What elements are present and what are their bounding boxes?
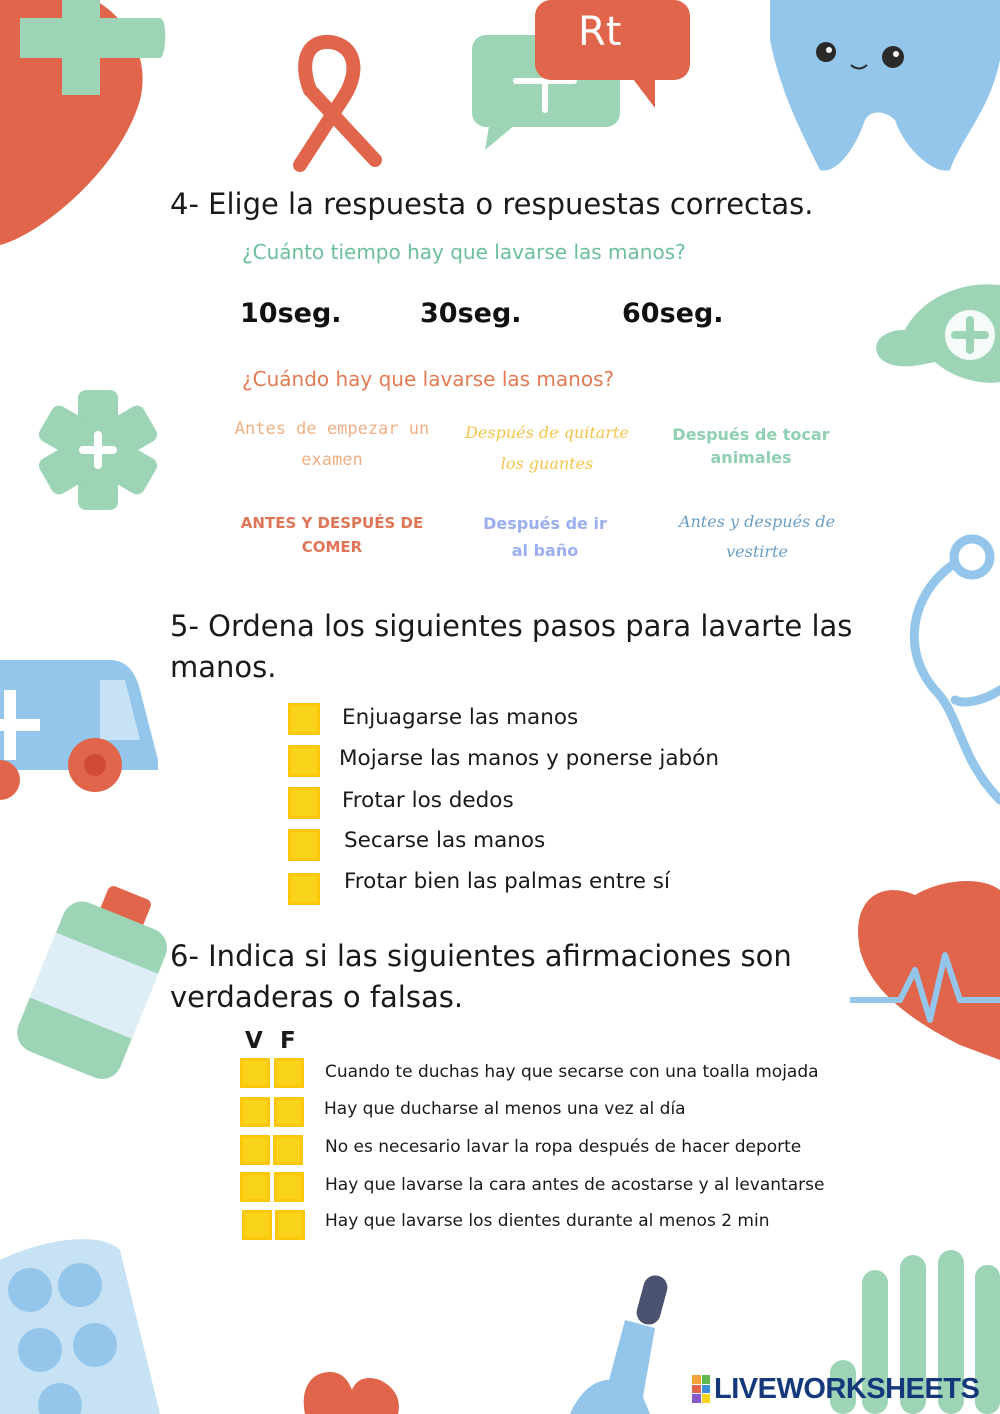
when-option-line: al baño [511,541,579,560]
true-box[interactable] [240,1097,270,1127]
ambulance-icon [0,660,158,800]
step-label: Frotar los dedos [342,788,514,813]
liveworksheets-logo [692,1370,979,1408]
when-option-line: animales [710,448,792,467]
medical-star-icon [36,390,160,510]
medicine-bottle-icon [11,872,182,1085]
q4-when-question: ¿Cuándo hay que lavarse las manos? [242,367,615,391]
when-option-line: Antes y después de [678,512,836,531]
when-option-eat[interactable] [232,511,432,559]
statement-label: Hay que lavarse los dientes durante al menos 2 min [325,1211,770,1231]
false-box[interactable] [274,1172,304,1202]
q6-title [170,936,792,1018]
false-box[interactable] [274,1097,304,1127]
statement-label: Hay que ducharse al menos una vez al día [324,1099,686,1119]
time-option-10[interactable]: 10seg. [240,298,342,329]
logo-text: LIVEWORKSHEETS [714,1372,980,1405]
logo-mark-icon [692,1375,710,1403]
time-option-60[interactable]: 60seg. [622,298,724,329]
order-box[interactable] [288,873,320,905]
q5-title-line: manos. [170,650,277,684]
bubble-text: Rt [578,9,622,55]
time-option-30[interactable]: 30seg. [420,298,522,329]
when-option-line: vestirte [726,542,788,561]
when-option-line: COMER [301,538,363,556]
statement-label: Hay que lavarse la cara antes de acostarse y al levantarse [325,1175,825,1195]
step-label: Secarse las manos [344,828,546,853]
q5-title [170,606,852,688]
v-header: V [245,1028,263,1054]
when-option-animals[interactable] [666,423,836,469]
when-option-gloves[interactable] [452,417,642,479]
q6-title-line: 6- Indica si las siguientes afirmaciones son [170,939,792,973]
when-option-line: Después de ir [483,514,607,533]
dropper-icon [570,1273,670,1414]
step-label: Enjuagarse las manos [342,705,579,730]
heart-cross-icon [0,0,165,245]
q4-title: 4- Elige la respuesta o respuestas correctas. [170,187,814,221]
when-option-bathroom[interactable] [460,510,630,564]
order-box[interactable] [288,703,320,735]
order-box[interactable] [288,787,320,819]
when-option-line: Después de quitarte [465,423,629,442]
order-box[interactable] [288,829,320,861]
false-box[interactable] [275,1210,305,1240]
heart-pulse-icon [850,881,1000,1060]
false-box[interactable] [273,1135,303,1165]
when-option-line: los guantes [500,454,594,473]
q4-time-question: ¿Cuánto tiempo hay que lavarse las manos? [242,240,686,264]
statement-label: No es necesario lavar la ropa después de hacer deporte [325,1137,802,1157]
when-option-line: Antes de empezar un [234,419,430,439]
stethoscope-icon [914,539,1000,800]
when-option-line: ANTES Y DESPUÉS DE [240,514,424,532]
step-label: Frotar bien las palmas entre sí [344,869,670,894]
true-box[interactable] [240,1172,270,1202]
q5-title-line: 5- Ordena los siguientes pasos para lavarte las [170,609,853,643]
false-box[interactable] [274,1058,304,1088]
statement-label: Cuando te duchas hay que secarse con una toalla mojada [325,1062,819,1082]
order-box[interactable] [288,745,320,777]
true-box[interactable] [240,1135,270,1165]
f-header: F [280,1028,296,1054]
step-label: Mojarse las manos y ponerse jabón [339,746,719,771]
true-box[interactable] [240,1058,270,1088]
small-heart-icon [304,1372,399,1414]
true-box[interactable] [242,1210,272,1240]
when-option-line: examen [301,450,363,470]
pill-blister-icon [0,1239,160,1414]
when-option-exam[interactable] [232,414,432,476]
q6-title-line: verdaderas o falsas. [170,980,464,1014]
when-option-dress[interactable] [672,507,842,567]
face-mask-icon [876,284,1000,383]
tooth-icon [770,0,1000,171]
when-option-line: Después de tocar [672,425,830,444]
awareness-ribbon-icon [300,42,375,165]
